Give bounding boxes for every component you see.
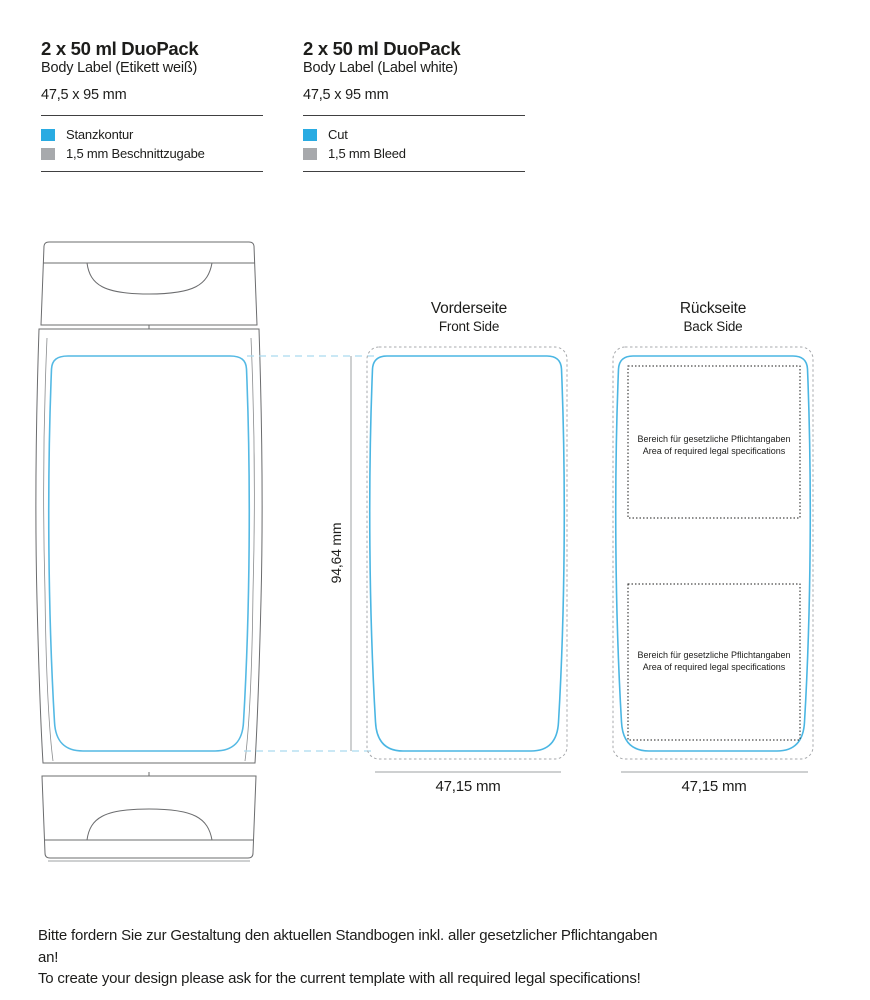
front-panel-dieline bbox=[367, 347, 567, 772]
back-panel-dieline bbox=[613, 347, 813, 772]
bottle-cap-top-thumb-recess bbox=[87, 263, 212, 294]
product-title: 2 x 50 ml DuoPack bbox=[303, 38, 461, 59]
bottle-cap-top-outline bbox=[41, 242, 257, 325]
front-panel-title-de: Vorderseite bbox=[430, 300, 508, 317]
product-subtitle: Body Label (Etikett weiß) bbox=[41, 60, 198, 76]
legend-label: Cut bbox=[328, 127, 348, 142]
back-width-dimension-label: 47,15 mm bbox=[681, 778, 747, 795]
back-panel-title-en: Back Side bbox=[683, 319, 743, 334]
legal-area-note-bottom bbox=[628, 650, 800, 673]
front-cut-line bbox=[370, 356, 565, 751]
bottle-body-outline bbox=[36, 329, 262, 763]
legal-note-line-de: Bereich für gesetzliche Pflichtangaben bbox=[637, 650, 791, 660]
bottle-label-cut-line bbox=[49, 356, 250, 751]
footer-note-de: Bitte fordern Sie zur Gestaltung den aktuellen Standbogen inkl. aller gesetzlicher Pflichtangaben an! bbox=[38, 927, 658, 966]
legal-note-line-de: Bereich für gesetzliche Pflichtangaben bbox=[637, 434, 791, 444]
front-panel-title-en: Front Side bbox=[438, 319, 500, 334]
bottle-illustration bbox=[36, 242, 262, 861]
legal-note-line-en: Area of required legal specifications bbox=[642, 661, 786, 672]
front-width-dimension-label: 47,15 mm bbox=[435, 778, 501, 795]
back-cut-line bbox=[616, 356, 811, 751]
legend-label: Stanzkontur bbox=[66, 127, 134, 142]
footer-note bbox=[38, 925, 658, 990]
legal-note-line-en: Area of required legal specifications bbox=[642, 445, 786, 456]
product-title: 2 x 50 ml DuoPack bbox=[41, 38, 199, 59]
footer-note-en: To create your design please ask for the current template with all required legal specifications! bbox=[38, 970, 641, 987]
label-size: 47,5 x 95 mm bbox=[303, 87, 389, 103]
product-subtitle: Body Label (Label white) bbox=[303, 60, 458, 76]
height-dimension-label: 94,64 mm bbox=[328, 522, 344, 584]
legend-label: 1,5 mm Beschnittzugabe bbox=[66, 146, 205, 161]
bottle-side-contours bbox=[44, 338, 255, 761]
label-size: 47,5 x 95 mm bbox=[41, 87, 127, 103]
front-bleed-outline bbox=[367, 347, 567, 759]
legend-label: 1,5 mm Bleed bbox=[328, 146, 406, 161]
bottle-cap-bottom-thumb-recess bbox=[87, 809, 212, 840]
back-panel-title-de: Rückseite bbox=[679, 300, 747, 317]
back-bleed-outline bbox=[613, 347, 813, 759]
legal-area-note-top bbox=[628, 434, 800, 457]
projection-lines bbox=[244, 356, 374, 751]
bottle-cap-bottom-outline bbox=[42, 776, 256, 858]
